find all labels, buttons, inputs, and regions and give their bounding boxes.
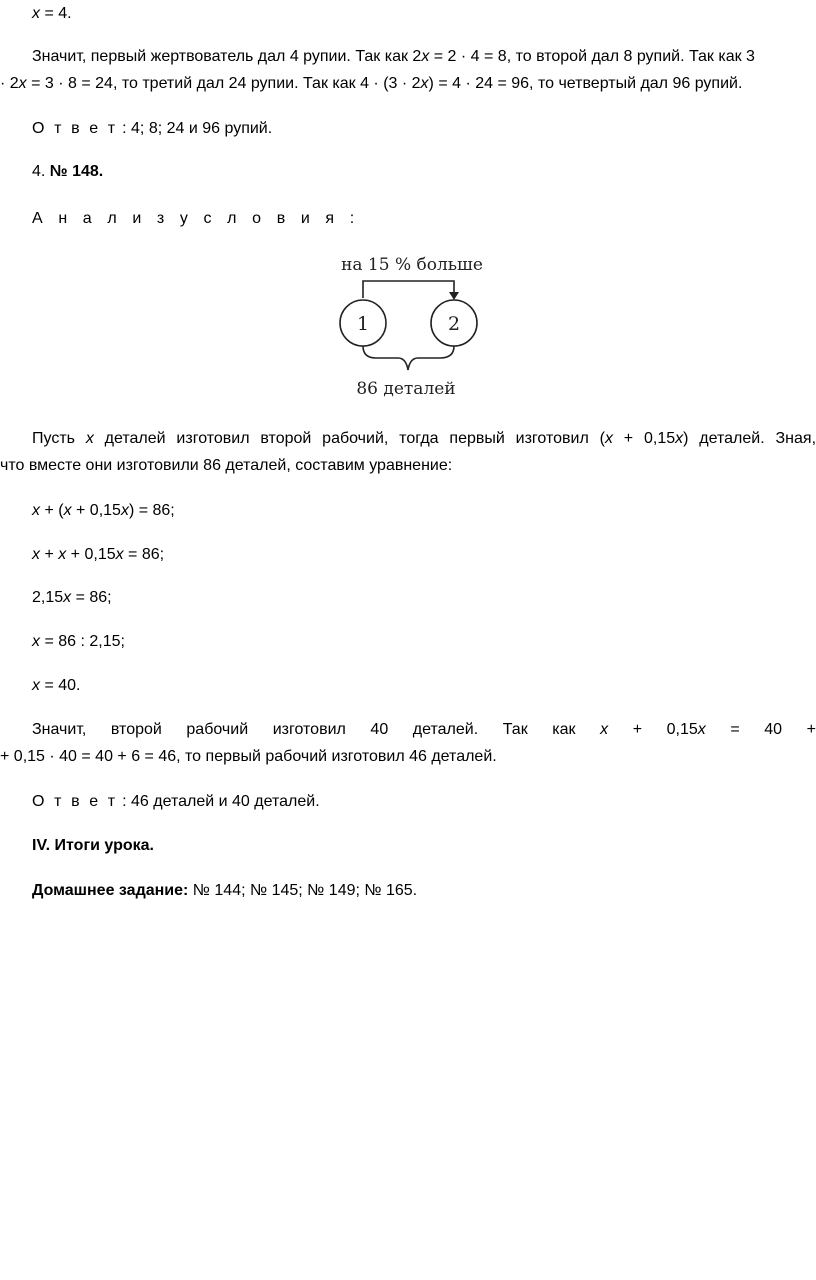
homework-text: № 144; № 145; № 149; № 165. bbox=[188, 882, 418, 899]
equation-5: x = 40. bbox=[32, 677, 81, 694]
paragraph-result-line1: Значит, второй рабочий изготовил 40 деталей. Так как x + 0,15x = 40 + bbox=[32, 721, 816, 738]
summary-title: IV. Итоги урока. bbox=[32, 837, 154, 854]
homework-label: Домашнее задание: bbox=[32, 882, 189, 899]
diagram-top-label: на 15 % больше bbox=[341, 255, 483, 275]
answer-1-text: : 4; 8; 24 и 96 рупий. bbox=[122, 120, 273, 137]
summary-heading bbox=[0, 832, 816, 859]
diagram-arrow-line bbox=[363, 281, 454, 298]
line-x-equals-4: x = 4. bbox=[32, 5, 72, 22]
answer-2-label: О т в е т bbox=[32, 793, 118, 810]
analysis-heading: А н а л и з у с л о в и я : bbox=[32, 210, 360, 227]
diagram-circle-1-label: 1 bbox=[356, 313, 370, 335]
brace-icon bbox=[363, 346, 454, 370]
diagram-bottom-label: 86 деталей bbox=[356, 379, 456, 399]
task-number: 4. bbox=[32, 163, 46, 180]
task-title: № 148. bbox=[49, 163, 104, 180]
equation-2: x + x + 0,15x = 86; bbox=[32, 546, 165, 563]
arrow-head-icon bbox=[449, 292, 459, 300]
equation-3: 2,15x = 86; bbox=[32, 589, 112, 606]
equation-1: x + (x + 0,15x) = 86; bbox=[32, 502, 175, 519]
paragraph-result-line2: + 0,15 · 40 = 40 + 6 = 46, то первый рабочий изготовил 46 деталей. bbox=[0, 748, 497, 765]
task-heading bbox=[0, 158, 816, 185]
answer-2-text: : 46 деталей и 40 деталей. bbox=[122, 793, 320, 810]
homework bbox=[0, 877, 816, 904]
answer-1 bbox=[0, 115, 816, 142]
paragraph-workers-line1: Пусть x деталей изготовил второй рабочий, тогда первый изготовил (x + 0,15x) деталей. Зная, bbox=[32, 430, 816, 447]
paragraph-donors-line2: · 2x = 3 · 8 = 24, то третий дал 24 рупии. Так как 4 · (3 · 2x) = 4 · 24 = 96, то четвертый дал 96 рупий. bbox=[0, 75, 743, 92]
condition-diagram bbox=[326, 246, 496, 406]
paragraph-workers-line2: что вместе они изготовили 86 деталей, составим уравнение: bbox=[0, 457, 453, 474]
answer-1-label: О т в е т bbox=[32, 120, 118, 137]
answer-2 bbox=[0, 788, 816, 815]
equation-4: x = 86 : 2,15; bbox=[32, 633, 125, 650]
diagram-circle-2-label: 2 bbox=[447, 313, 461, 335]
paragraph-donors-line1: Значит, первый жертвователь дал 4 рупии. Так как 2x = 2 · 4 = 8, то второй дал 8 рупий. Так как 3 bbox=[32, 48, 755, 65]
